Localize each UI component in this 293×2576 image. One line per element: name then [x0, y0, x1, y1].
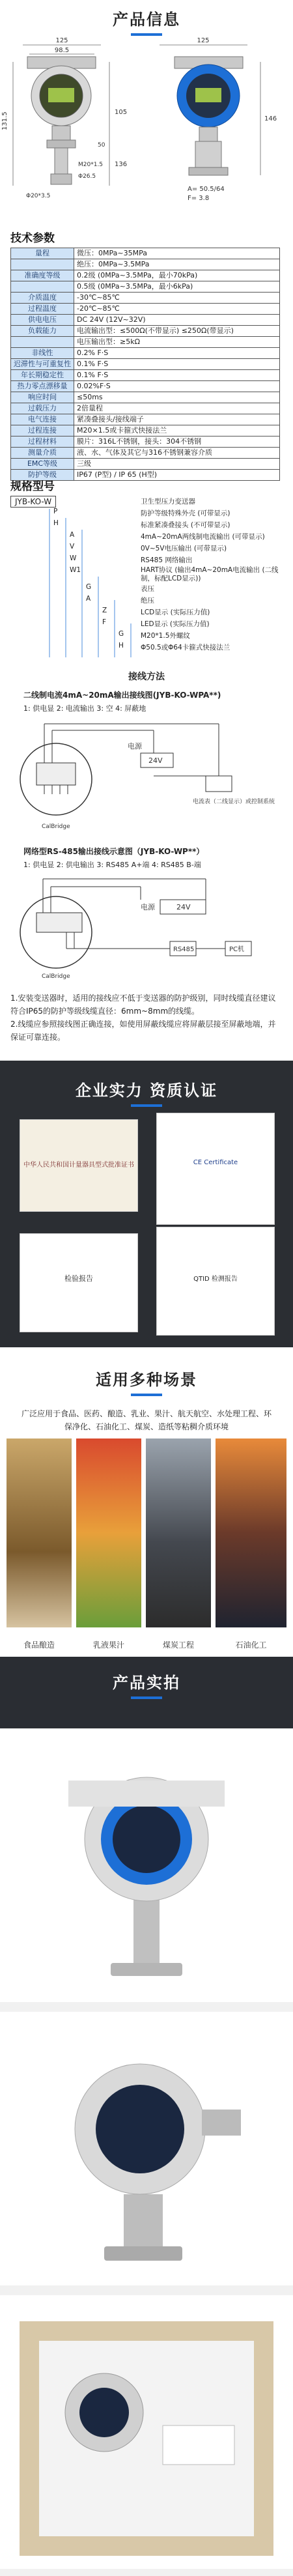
strength-header — [0, 1061, 293, 1104]
dim-h-b: 131.5 — [1, 111, 8, 130]
list-item: M20*1.5外螺纹 — [141, 632, 190, 640]
front-view-drawing — [1, 37, 127, 199]
scene-label: 煤炭工程 — [162, 1640, 194, 1650]
model-section — [0, 477, 293, 666]
wiring-notes — [10, 992, 283, 1044]
product-photo-1 — [0, 1728, 293, 2002]
rs485-wiring-schematic — [10, 874, 283, 984]
cert-image: CE Certificate — [156, 1113, 275, 1225]
model-title: 规格型号 — [10, 480, 55, 493]
cert-image: 检验报告 — [20, 1233, 138, 1332]
list-item: HART协议 (输出4mA~20mA电流输出 (二线制，标配LCD显示)) — [141, 566, 279, 582]
cert-mark: CalBridge — [42, 823, 70, 830]
dim-d2: Φ20*3.5 — [26, 193, 51, 199]
list-item: 4mA~20mA两线制电流输出 (可带显示) — [141, 533, 265, 541]
table-row: 热力零点漂移量 0.02%F·S — [11, 381, 280, 392]
power-label: 电源 — [141, 903, 155, 911]
dim-f-note: F= 3.8 — [188, 195, 210, 202]
list-item: 表压 — [141, 585, 154, 593]
side-view-drawing — [160, 37, 277, 202]
product-info-section — [0, 0, 293, 225]
scene-photo-petro — [216, 1438, 286, 1627]
dim-h-c: 136 — [115, 161, 128, 168]
note-item: 1.安装变送器时，适用的接线应不低于变送器的防护级别，同时线缆直径建议符合IP65的防护等级线缆直径：6mm~8mm的线缆。 — [10, 994, 276, 1016]
rs485-label: RS485 — [173, 946, 195, 953]
diagram-title: 二线制电流4mA~20mA输出接线图(JYB-KO-WPA**) — [23, 691, 221, 700]
scene-description: 广泛应用于食品、医药、酿造、乳业、果汁、航天航空、水处理工程、环保净化、石油化工、煤炭、造纸等粘稠介质环境 — [21, 1409, 272, 1431]
table-row: 过程材料 膜片：316L不锈钢，接头：304不锈钢 — [11, 436, 280, 448]
title-underline — [131, 1104, 162, 1107]
dim-w-body: 98.5 — [54, 47, 70, 54]
dim-small: 50 — [98, 142, 105, 149]
list-item: 防护等级特殊外壳 (可带显示) — [141, 509, 230, 517]
diagram-legend: 1: 供电显 2: 电流输出 3: 空 4: 屏蔽地 — [23, 704, 146, 713]
wiring-diagram-rs485 — [10, 846, 283, 982]
table-row: 过载压力 2倍量程 — [11, 403, 280, 414]
tech-params-title: 技术参数 — [10, 232, 55, 245]
table-row: 过程温度 -20℃~85℃ — [11, 304, 280, 315]
packaging-photo — [0, 2295, 293, 2569]
section-title: 适用多种场景 — [96, 1371, 197, 1389]
tech-params-section — [0, 229, 293, 479]
cert-mark: CalBridge — [42, 973, 70, 980]
voltage-label: 24V — [148, 756, 163, 765]
scene-section — [0, 1347, 293, 1657]
list-item: RS485 网络输出 — [141, 556, 193, 564]
dimension-drawing — [0, 36, 293, 222]
diagram-title: 网络型RS-485输出接线示意图（JYB-KO-WP**） — [23, 847, 204, 856]
cert-image: QTID 检测报告 — [156, 1227, 275, 1336]
product-info-header — [0, 0, 293, 34]
section-title: 企业实力 资质认证 — [75, 1081, 218, 1100]
dim-m: M20*1.5 — [78, 162, 104, 168]
dim-w-top: 125 — [55, 37, 68, 44]
table-row: 迟滞性与可重复性 0.1% F·S — [11, 359, 280, 370]
table-row: 防护等级 IP67 (P型) / IP 65 (H型) — [11, 470, 280, 481]
pc-label: PC机 — [229, 946, 245, 953]
dim-h-a: 105 — [115, 109, 128, 116]
list-item: 绝压 — [141, 597, 154, 605]
table-row: 测量介质 液、水、气体及其它与316不锈钢兼容介质 — [11, 448, 280, 459]
list-item: LCD显示 (实际压力值) — [141, 608, 210, 616]
scene-photo-coal — [146, 1438, 211, 1627]
note-item: 2.线缆应参照接线图正确连接，如使用屏蔽线缆应将屏蔽层接至屏蔽地端，并保证可靠连接。 — [10, 1020, 276, 1042]
scene-photo-juice — [76, 1438, 141, 1627]
scene-header — [0, 1347, 293, 1394]
list-item: 0V~5V电压输出 (可带显示) — [141, 545, 227, 552]
table-row: 非线性 0.2% F·S — [11, 348, 280, 359]
product-photo-3 — [0, 2295, 293, 2569]
table-row: 年长期稳定性 0.1% F·S — [11, 370, 280, 381]
table-row: 绝压：0MPa~3.5MPa — [11, 259, 280, 270]
voltage-label: 24V — [176, 903, 191, 911]
table-row: 准确度等级 0.2级 (0MPa~3.5MPa，最小70kPa) — [11, 270, 280, 281]
photo-header — [0, 1657, 293, 1728]
table-row: 量程 微压：0MPa~35MPa — [11, 248, 280, 259]
table-row: 过程连接 M20×1.5或卡箍式快接法兰 — [11, 425, 280, 436]
meter-label: 电流表（二线显示）或控制系统 — [193, 799, 275, 805]
strength-section — [0, 1061, 293, 1347]
table-row: 响应时间 ≤50ms — [11, 392, 280, 403]
scene-photo-grid — [7, 1438, 286, 1634]
transmitter-photo — [0, 2012, 293, 2285]
table-row: 供电电压 DC 24V (12V~32V) — [11, 315, 280, 326]
section-title: 产品信息 — [113, 10, 180, 29]
table-row: 电压输出型：≥5kΩ — [11, 337, 280, 348]
list-item: Φ50.5或Φ64卡箍式快接法兰 — [141, 644, 230, 651]
cert-image: 中华人民共和国计量器具型式批准证书 — [20, 1119, 138, 1212]
current-wiring-schematic — [10, 717, 283, 841]
scene-labels — [7, 1639, 286, 1655]
model-selection-chart: JYB-KO-W 卫生型压力变送器 防护等级特殊外壳 (可带显示) 标准紧凑叠接头 (不可带显示) 4mA~20mA两线制电流输出 (可带显示) 0V~5V电压输出 (可带显示) RS485 网络输出 HART协议 (输出4mA~20mA电流输出 (二线制，标配LCD显示)) 表压 绝压 LCD显示 (实际压力值) LED显示 (实际压力值) M20*1.5外螺纹 Φ50.5或Φ64卡箍式快接法兰 P H A V W W1 G A Z F G H — [10, 496, 283, 665]
table-row: 负载能力 电流输出型：≤500Ω(不带显示) ≤250Ω(带显示) — [11, 326, 280, 337]
list-item: 卫生型压力变送器 — [141, 498, 195, 506]
scene-photo-food — [7, 1438, 72, 1627]
table-row: 介质温度 -30℃~85℃ — [11, 293, 280, 304]
table-row: 电气连接 紧凑叠接头/接线端子 — [11, 414, 280, 425]
dim-side-h: 146 — [264, 115, 277, 122]
scene-label: 乳液果汁 — [92, 1640, 124, 1650]
scene-label: 石油化工 — [235, 1640, 267, 1650]
title-underline — [131, 1394, 162, 1396]
photo-section — [0, 1657, 293, 2576]
wiring-title: 接线方法 — [128, 672, 165, 682]
table-row: 0.5级 (0MPa~3.5MPa，最小6kPa) — [11, 281, 280, 293]
transmitter-photo — [0, 1728, 293, 2002]
title-underline — [131, 1696, 162, 1699]
table-row: EMC等级 三级 — [11, 459, 280, 470]
spec-table — [10, 248, 280, 481]
diagram-legend: 1: 供电显 2: 供电输出 3: RS485 A+端 4: RS485 B-端 — [23, 861, 201, 869]
dim-side-w: 125 — [197, 37, 210, 44]
scene-label: 食品酿造 — [23, 1640, 55, 1650]
dim-a-note: A= 50.5/64 — [188, 186, 225, 193]
list-item: LED显示 (实际压力值) — [141, 620, 210, 628]
power-label: 电源 — [128, 742, 142, 751]
model-code: JYB-KO-W — [10, 496, 56, 508]
section-title: 产品实拍 — [113, 1674, 180, 1692]
list-item: 标准紧凑叠接头 (不可带显示) — [141, 521, 230, 529]
product-photo-2 — [0, 2012, 293, 2285]
wiring-diagram-current — [10, 689, 283, 846]
wiring-section — [0, 670, 293, 1061]
dim-d1: Φ26.5 — [78, 173, 96, 180]
model-desc-list — [141, 496, 280, 653]
